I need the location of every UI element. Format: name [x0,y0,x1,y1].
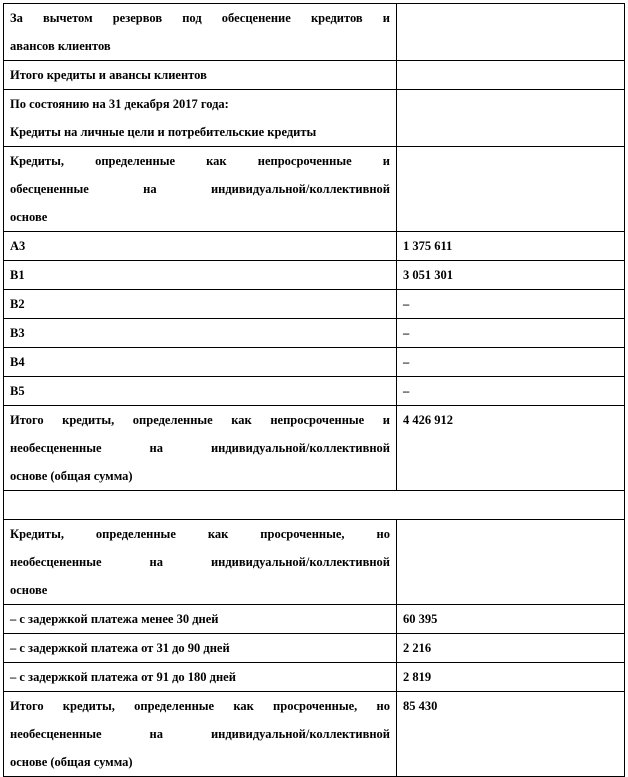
row-label [4,319,397,348]
row-label-line: B4 [10,355,25,369]
row-value: 60 395 [397,605,625,634]
table-row [4,4,625,61]
row-label [4,520,397,605]
financial-table [3,3,625,777]
row-label-line: B5 [10,384,25,398]
row-value: 2 819 [397,663,625,692]
row-label [4,634,397,663]
row-label [4,377,397,406]
row-label [4,232,397,261]
row-label-line: необесцененные на индивидуальной/коллективной [10,555,390,569]
row-label-line: авансов клиентов [10,39,111,53]
row-value: 3 051 301 [397,261,625,290]
row-label-line: – с задержкой платежа от 91 до 180 дней [10,670,236,684]
row-label [4,147,397,232]
table-row-spacer [4,491,625,520]
row-label-line: A3 [10,239,26,253]
row-label-line: обесцененные на индивидуальной/коллективной [10,182,390,196]
spacer-cell [4,491,625,520]
row-label-line: основе (общая сумма) [10,469,133,483]
table-row [4,261,625,290]
row-label-line: По состоянию на 31 декабря 2017 года: [10,97,229,111]
row-label-line: B1 [10,268,25,282]
table-row [4,147,625,232]
row-label-line: B3 [10,326,25,340]
row-value: – [397,377,625,406]
row-label-line: За вычетом резервов под обесценение кредитов и [10,11,390,25]
row-label-line: необесцененные на индивидуальной/коллективной [10,727,390,741]
table-row [4,61,625,90]
row-label-line: основе (общая сумма) [10,755,133,769]
row-label-line: Кредиты на личные цели и потребительские кредиты [10,125,317,139]
row-value [397,147,625,232]
row-value: – [397,319,625,348]
row-label-line: – с задержкой платежа менее 30 дней [10,612,219,626]
row-label [4,605,397,634]
row-label-line: Итого кредиты, определенные как просроченные, но [10,699,390,713]
row-value [397,90,625,147]
row-value [397,61,625,90]
table-row [4,406,625,491]
row-label [4,290,397,319]
row-value: 85 430 [397,692,625,777]
row-label-line: Кредиты, определенные как непросроченные и [10,154,390,168]
row-value: 1 375 611 [397,232,625,261]
row-label [4,663,397,692]
row-label [4,348,397,377]
table-row [4,90,625,147]
row-value: – [397,348,625,377]
row-value: 2 216 [397,634,625,663]
row-label-line: основе [10,583,48,597]
row-value [397,4,625,61]
table-row [4,232,625,261]
table-row [4,692,625,777]
table-row [4,520,625,605]
row-label-line: Кредиты, определенные как просроченные, но [10,527,390,541]
row-label [4,406,397,491]
table-row [4,290,625,319]
row-label-line: B2 [10,297,25,311]
table-row [4,377,625,406]
row-label-line: необесцененные на индивидуальной/коллективной [10,441,390,455]
table-row [4,663,625,692]
row-label [4,4,397,61]
row-value [397,520,625,605]
row-label-line: Итого кредиты и авансы клиентов [10,68,207,82]
row-label [4,261,397,290]
row-value: – [397,290,625,319]
row-label-line: – с задержкой платежа от 31 до 90 дней [10,641,230,655]
table-row [4,605,625,634]
table-row [4,634,625,663]
table-row [4,319,625,348]
row-label [4,692,397,777]
row-value: 4 426 912 [397,406,625,491]
row-label [4,61,397,90]
row-label-line: Итого кредиты, определенные как непросроченные и [10,413,390,427]
row-label [4,90,397,147]
table-row [4,348,625,377]
row-label-line: основе [10,210,48,224]
